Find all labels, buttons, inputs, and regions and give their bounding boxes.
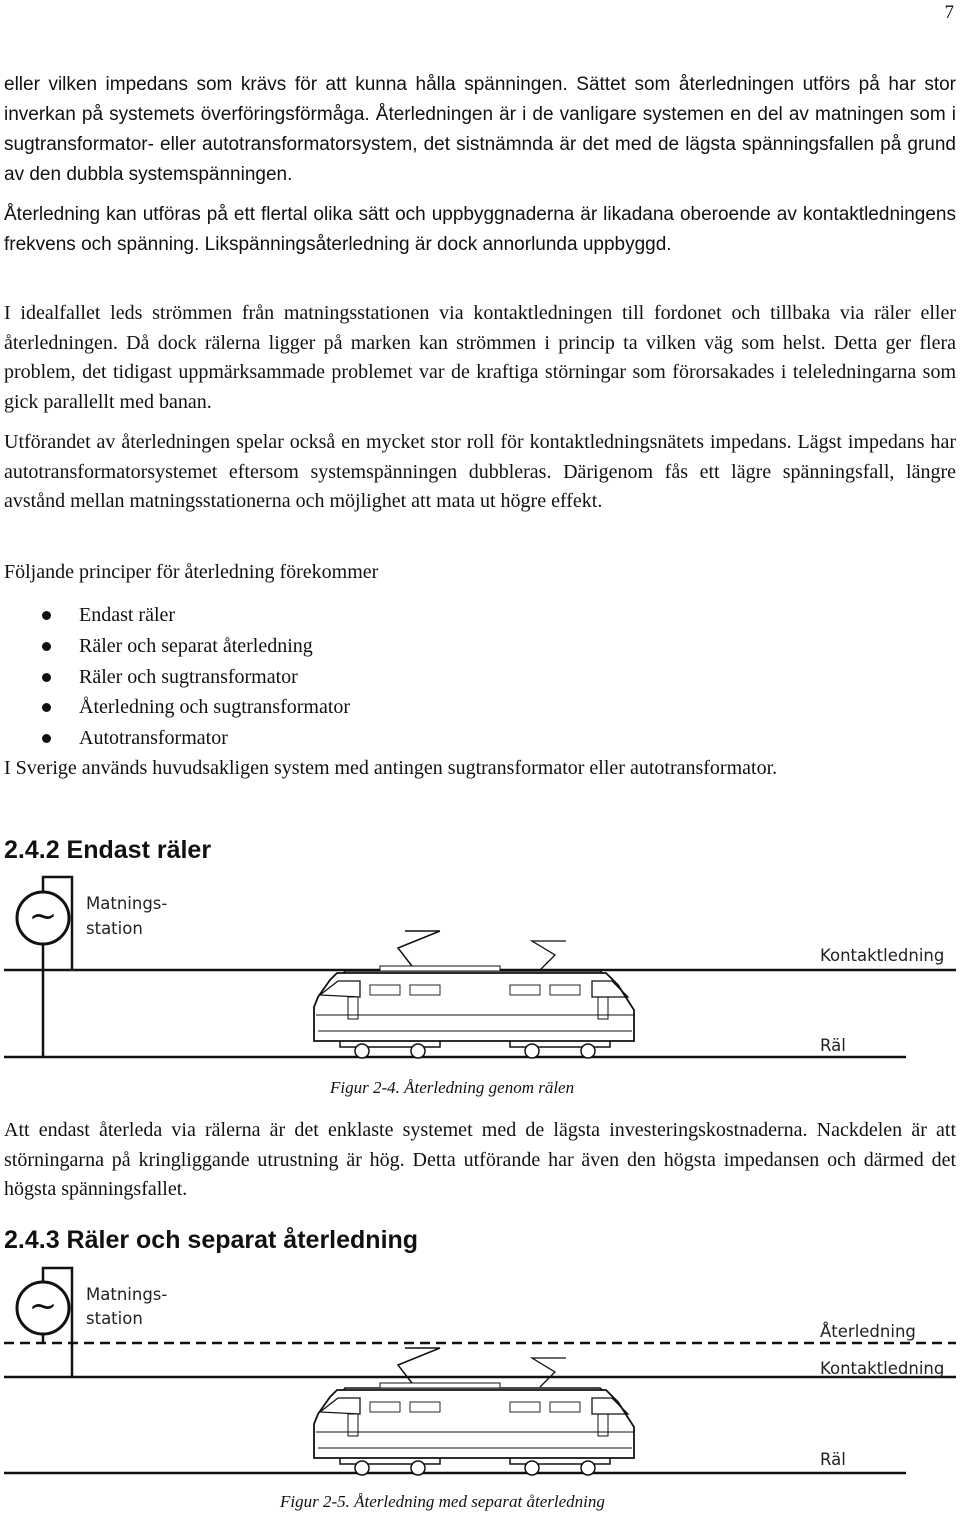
station-label-line1: Matnings-: [86, 894, 168, 913]
station-label-line1: Matnings-: [86, 1285, 168, 1304]
paragraph-4: Utförandet av återledningen spelar också en mycket stor roll för kontaktledningsnätets impedans. Lägst impedans har autotransformatorsystemet eftersom systemspänningen dubbleras. Därigenom fås ett lägre spänningsfall, längre avstånd mellan matningsstationerna och möjlighet att mata ut högre effekt.: [4, 431, 956, 512]
list-item: Räler och separat återledning: [4, 631, 904, 662]
figure-2-5-caption: Figur 2-5. Återledning med separat återledning: [280, 1492, 605, 1511]
bullet-icon: [42, 642, 51, 651]
station-label-line2: station: [86, 919, 143, 938]
section-heading-2-4-2: 2.4.2 Endast räler: [4, 836, 212, 864]
page-number: 7: [944, 2, 954, 23]
paragraph-2: Återledning kan utföras på ett flertal olika sätt och uppbyggnaderna är likadana oberoende av kontaktledningens frekvens och spänning. Likspänningsåterledning är dock annorlunda uppbyggd.: [4, 204, 956, 255]
list-item: Räler och sugtransformator: [4, 662, 904, 693]
bullet-icon: [42, 673, 51, 682]
source-symbol: ~: [28, 1286, 58, 1326]
contact-line-label: Kontaktledning: [820, 946, 945, 965]
figure-2-4-caption: Figur 2-4. Återledning genom rälen: [330, 1078, 575, 1097]
list-item: Endast räler: [4, 600, 904, 631]
paragraph-1: eller vilken impedans som krävs för att kunna hålla spänningen. Sättet som återledningen utförs på har stor inverkan på systemets överföringsförmåga. Återledningen är i de vanligare systemen en del av matningen som i sugtransformator- eller autotransformatorsystem, det sistnämnda är det med de lägsta spänningsfallen på grund av den dubbla systemspänningen.: [4, 74, 956, 185]
rail-label: Räl: [820, 1036, 846, 1055]
locomotive-icon: [314, 1348, 634, 1475]
list-item: Autotransformator: [4, 723, 904, 754]
paragraph-5: Följande principer för återledning förekommer: [4, 561, 379, 583]
figure-2-4-diagram: [0, 870, 960, 1110]
paragraph-7: Att endast återleda via rälerna är det enklaste systemet med de lägsta investeringskostnaderna. Nackdelen är att störningarna på kringliggande utrustning är hög. Detta utförande har även den högsta impedansen och därmed det högsta spänningsfallet.: [4, 1119, 956, 1200]
rail-label: Räl: [820, 1450, 846, 1469]
list-item: Återledning och sugtransformator: [4, 692, 904, 723]
section-heading-2-4-3: 2.4.3 Räler och separat återledning: [4, 1226, 419, 1254]
locomotive-icon: [314, 931, 634, 1058]
bullet-icon: [42, 611, 51, 620]
paragraph-6: I Sverige används huvudsakligen system med antingen sugtransformator eller autotransformator.: [4, 757, 778, 779]
bullet-icon: [42, 734, 51, 743]
figure-2-5-diagram: [0, 1262, 960, 1492]
bullet-icon: [42, 703, 51, 712]
paragraph-3: I idealfallet leds strömmen från matningsstationen via kontaktledningen till fordonet och tillbaka via räler eller återledningen. Då dock rälerna ligger på marken kan strömmen i princip ta vilken väg som helst. Detta ger flera problem, det tidigast uppmärksammade problemet var de kraftiga störningar som förorsakades i teleledningarna som gick parallellt med banan.: [4, 302, 956, 413]
figure-2-5: [0, 1262, 960, 1517]
station-label-line2: station: [86, 1309, 143, 1328]
return-line-label: Återledning: [820, 1322, 916, 1341]
contact-line-label: Kontaktledning: [820, 1359, 945, 1378]
bullet-list: [4, 600, 904, 754]
figure-2-4: [0, 870, 960, 1110]
source-symbol: ~: [28, 896, 58, 936]
